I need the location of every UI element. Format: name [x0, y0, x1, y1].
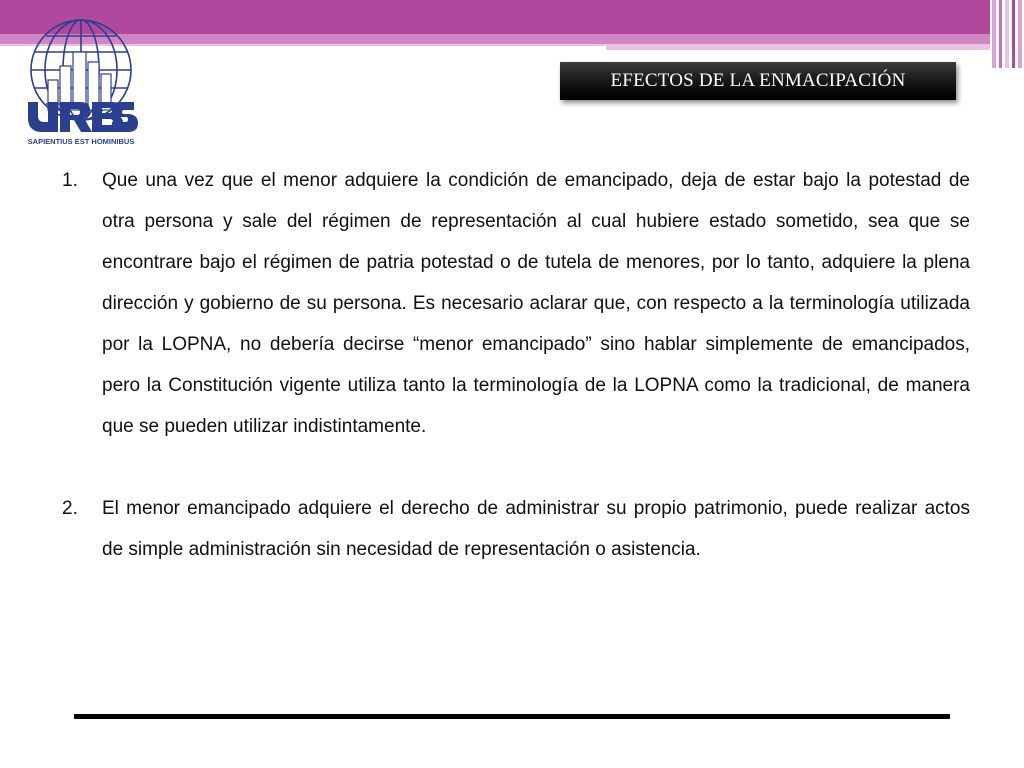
slide-title: EFECTOS DE LA ENMACIPACIÓN — [610, 70, 906, 91]
corner-stripes-decoration — [990, 0, 1024, 68]
urbe-logo — [22, 18, 140, 150]
globe-buildings-logo-icon — [22, 18, 140, 150]
list-item-text: El menor emancipado adquiere el derecho de administrar su propio patrimonio, puede realizar actos de simple administración sin necesidad de representación o asistencia. — [102, 498, 970, 560]
logo-motto: SAPIENTIUS EST HOMINIBUS — [27, 137, 135, 146]
top-band-light — [0, 34, 1024, 44]
list-item-number: 2. — [62, 498, 78, 519]
bottom-divider — [74, 714, 950, 719]
numbered-list — [62, 160, 970, 570]
top-band — [0, 0, 1024, 34]
list-item-text: Que una vez que el menor adquiere la condición de emancipado, deja de estar bajo la potestad de otra persona y sale del régimen de representación al cual hubiere estado sometido, sea que se encontrare bajo el régimen de patria potestad o de tutela de menores, por lo tanto, adquiere la plena dirección y gobierno de su persona. Es necesario aclarar que, con respecto a la terminología utilizada por la LOPNA, no debería decirse “menor emancipado” sino hablar simplemente de emancipados, pero la Constitución vigente utiliza tanto la terminología de la LOPNA como la tradicional, de manera que se pueden utilizar indistintamente. — [102, 170, 970, 437]
list-item-number: 1. — [62, 170, 78, 191]
list-item — [62, 488, 970, 570]
slide-title-box — [560, 62, 956, 100]
list-item — [62, 160, 970, 447]
